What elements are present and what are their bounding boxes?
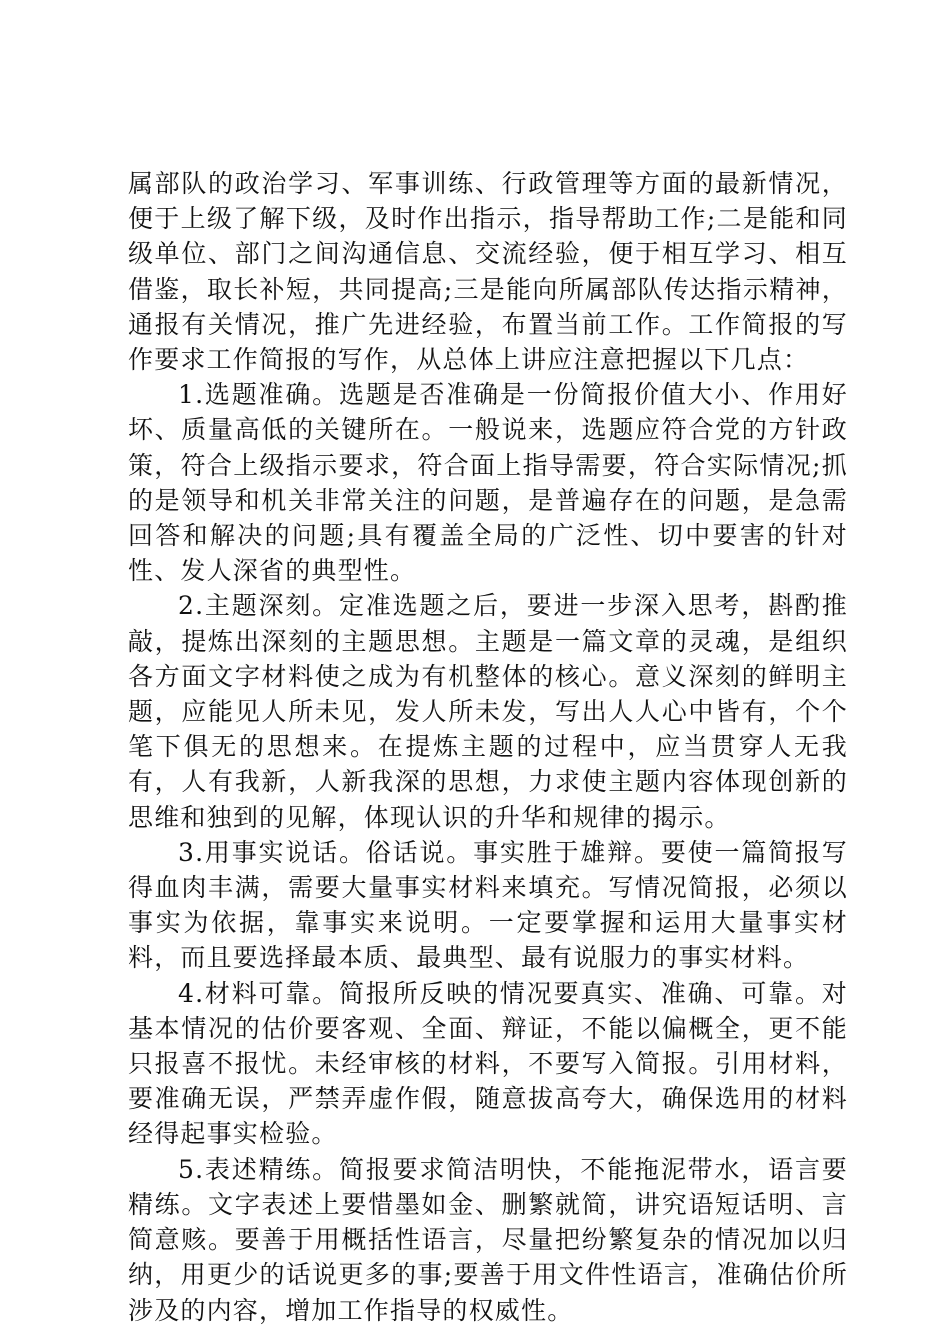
paragraph-point-4: 4.材料可靠。简报所反映的情况要真实、准确、可靠。对基本情况的估价要客观、全面、辩证，不能以偏概全，更不能只报喜不报忧。未经审核的材料，不要写入简报。引用材料，要准确无误，严禁弄虚作假，随意拔高夸大，确保选用的材料经得起事实检验。: [128, 978, 848, 1149]
paragraph-point-1: 1.选题准确。选题是否准确是一份简报价值大小、作用好坏、质量高低的关键所在。一般说来，选题应符合党的方针政策，符合上级指示要求，符合面上指导需要，符合实际情况;抓的是领导和机关非常关注的问题，是普遍存在的问题，是急需回答和解决的问题;具有覆盖全局的广泛性、切中要害的针对性、发人深省的典型性。: [128, 380, 848, 586]
paragraph-point-5: 5.表述精练。简报要求简洁明快，不能拖泥带水，语言要精练。文字表述上要惜墨如金、删繁就简，讲究语短话明、言简意赅。要善于用概括性语言，尽量把纷繁复杂的情况加以归纳，用更少的话说更多的事;要善于用文件性语言，准确估价所涉及的内容，增加工作指导的权威性。: [128, 1154, 848, 1325]
paragraph-intro: 属部队的政治学习、军事训练、行政管理等方面的最新情况，便于上级了解下级，及时作出指示，指导帮助工作;二是能和同级单位、部门之间沟通信息、交流经验，便于相互学习、相互借鉴，取长补短，共同提高;三是能向所属部队传达指示精神，通报有关情况，推广先进经验，布置当前工作。工作简报的写作要求工作简报的写作，从总体上讲应注意把握以下几点：: [128, 169, 848, 375]
paragraph-point-3: 3.用事实说话。俗话说。事实胜于雄辩。要使一篇简报写得血肉丰满，需要大量事实材料来填充。写情况简报，必须以事实为依据，靠事实来说明。一定要掌握和运用大量事实材料，而且要选择最本质、最典型、最有说服力的事实材料。: [128, 837, 848, 973]
paragraph-point-2: 2.主题深刻。定准选题之后，要进一步深入思考，斟酌推敲，提炼出深刻的主题思想。主题是一篇文章的灵魂，是组织各方面文字材料使之成为有机整体的核心。意义深刻的鲜明主题，应能见人所未见，发人所未发，写出人人心中皆有，个个笔下俱无的思想来。在提炼主题的过程中，应当贯穿人无我有，人有我新，人新我深的思想，力求使主题内容体现创新的思维和独到的见解，体现认识的升华和规律的揭示。: [128, 591, 848, 832]
document-body: [128, 166, 848, 1328]
